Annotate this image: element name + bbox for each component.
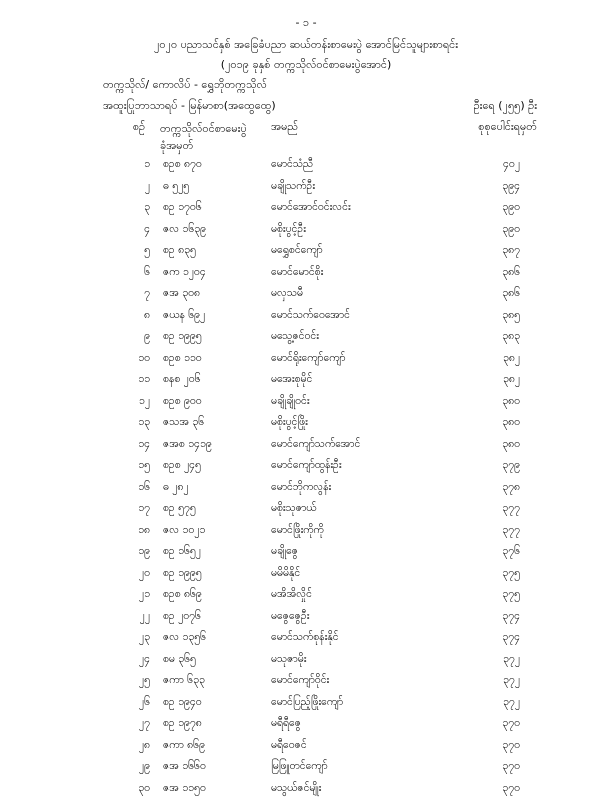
student-name: မောင်ရိုးကျော်ကျော် [271,348,345,370]
total-marks: ၃၇၇ [470,520,520,542]
student-name: မသွယ်ဇင်မျိုး [271,778,321,799]
total-marks: ၃၈၀ [470,391,520,413]
total-marks: ၃၉၀ [470,219,520,241]
total-marks: ၃၈၀ [470,434,520,456]
total-marks: ၃၇၆ [470,541,520,563]
table-row [0,649,612,671]
student-name: မောင်သက်ဝေအောင် [271,305,350,327]
row-number: ၂၈ [122,735,150,757]
total-marks: ၃၇၄ [470,606,520,628]
column-header-no: စဉ် [128,120,150,136]
student-name: မချိုဇွေ [271,541,298,563]
roll-number: ဇကာ ၈၆၉ [163,735,205,757]
table-row [0,434,612,456]
table-row [0,584,612,606]
roll-number: စဥစ ၂၄၅ [163,455,201,477]
student-name: မရီရီဇွေ [271,713,301,735]
row-number: ၂၃ [122,627,150,649]
document-subtitle: (၂၀၁၉ ခုနှစ် တက္ကသိုလ်ဝင်စာမေးပွဲအောင်) [0,58,612,74]
roll-number: ဇလ ၁၃၅၆ [163,627,206,649]
document-title: ၂၀၂၀ ပညာသင်နှစ် အခြေခံပညာ ဆယ်တန်းစာမေးပွဲ အောင်မြင်သူများစာရင်း [0,38,612,54]
student-name: မောင်ဘိုကလွန်း [271,477,331,499]
roll-number: ဓ ၂၈၂ [163,477,189,499]
row-number: ၃၀ [122,778,150,799]
roll-number: စဥ ၁၇၀၆ [163,197,202,219]
roll-number: စဥစ ၁၁၀ [163,348,202,370]
row-number: ၃ [122,197,150,219]
total-marks: ၄၀၂ [470,154,520,176]
roll-number: စဥစ ၉၀၀ [163,391,202,413]
total-marks: ၃၇၀ [470,778,520,799]
student-name: မရွှေစင်ကျော် [271,240,323,262]
student-name: မမိမိနိုင် [271,563,300,585]
total-count: ဦးရေ (၂၅၅) ဦး [474,99,537,115]
row-number: ၁၈ [122,520,150,542]
row-number: ၁၄ [122,434,150,456]
table-row [0,197,612,219]
total-marks: ၃၇၅ [470,584,520,606]
row-number: ၄ [122,219,150,241]
total-marks: ၃၇၇ [470,498,520,520]
table-row [0,283,612,305]
table-row [0,627,612,649]
table-row [0,262,612,284]
table-row [0,219,612,241]
table-row [0,369,612,391]
row-number: ၁၅ [122,455,150,477]
total-marks: ၃၈၅ [470,305,520,327]
total-marks: ၃၇၀ [470,713,520,735]
row-number: ၂၂ [122,606,150,628]
row-number: ၂၁ [122,584,150,606]
roll-number: ဇကာ ၆၃၃ [163,670,205,692]
roll-number: ဇလ ၁၆၃၉ [163,219,206,241]
row-number: ၂၉ [122,756,150,778]
university-line: တက္ကသိုလ်/ ကောလိပ် - ရွှေဘိုတက္ကသိုလ် [103,78,267,94]
total-marks: ၃၇၈ [470,477,520,499]
student-name: မစိုးပွင့်ဦး [271,219,306,241]
row-number: ၂၇ [122,713,150,735]
total-marks: ၃၈၆ [470,283,520,305]
table-row [0,477,612,499]
roll-number: စဥ ၁၉၉၅ [163,326,202,348]
table-row [0,520,612,542]
student-name: မသုဇာမိုး [271,649,306,671]
table-row [0,756,612,778]
column-header-marks: စုစုပေါင်းရမှတ် [478,120,537,136]
roll-number: ဇသအ ၃၆ [163,412,204,434]
total-marks: ၃၇၀ [470,756,520,778]
student-name: မဇွေဇွေဦး [271,606,309,628]
student-name: မောင်ကျော်ထွန်းဦး [271,455,342,477]
roll-number: ဇအ ၁၁၅၀ [163,778,206,799]
results-table [0,154,612,799]
row-number: ၆ [122,262,150,284]
total-marks: ၃၈၂ [470,348,520,370]
row-number: ၂၄ [122,649,150,671]
total-marks: ၃၇၂ [470,649,520,671]
total-marks: ၃၇၉ [470,455,520,477]
student-name: မစိုးသုဇာယ် [271,498,316,520]
student-name: မချိုသက်ဦး [271,176,315,198]
total-marks: ၃၉၄ [470,176,520,198]
row-number: ၈ [122,305,150,327]
roll-number: စဥ ၁၆၅၂ [163,541,201,563]
student-name: မသွေ့ဇင်ဝင်း [271,326,319,348]
table-row [0,692,612,714]
total-marks: ၃၈၆ [470,262,520,284]
row-number: ၁၃ [122,412,150,434]
roll-number: စဥ ၈၃၅ [163,240,196,262]
table-row [0,412,612,434]
total-marks: ၃၈၇ [470,240,520,262]
roll-number: ဇယန ၆၉၂ [163,305,205,327]
row-number: ၇ [122,283,150,305]
roll-number: ဇအစ ၁၄၁၉ [163,434,212,456]
column-header-name: အမည် [271,120,298,136]
table-row [0,563,612,585]
table-row [0,348,612,370]
row-number: ၁၀ [122,348,150,370]
table-row [0,455,612,477]
student-name: မောင်သက်စုန်းနိုင် [271,627,339,649]
table-row [0,606,612,628]
roll-number: စဥ ၁၉၉၅ [163,563,202,585]
student-name: မောင်ပြည့်ဖြိုးကျော် [271,692,343,714]
total-marks: ၃၇၂ [470,692,520,714]
table-row [0,713,612,735]
roll-number: စဥစ ၈၇၀ [163,154,202,176]
student-name: မောင်အောင်ဝင်းလင်း [271,197,351,219]
total-marks: ၃၇၄ [470,627,520,649]
total-marks: ၃၈၃ [470,326,520,348]
student-name: မအေးစုမိုင် [271,369,312,391]
roll-number: စနစ ၂၀၆ [163,369,201,391]
roll-number: စဥစ ၈၆၉ [163,584,202,606]
row-number: ၂၆ [122,692,150,714]
row-number: ၁၁ [122,369,150,391]
table-row [0,735,612,757]
page-number: - ၁ - [0,16,612,32]
roll-number: စဥ ၁၉၇၈ [163,713,202,735]
row-number: ၁၂ [122,391,150,413]
roll-number: စမ ၃၆၅ [163,649,196,671]
student-name: မောင်မောင်စိုး [271,262,323,284]
table-row [0,176,612,198]
column-header-roll: တက္ကသိုလ်ဝင်စာမေးပွဲ ခုံအမှတ် [160,120,256,154]
roll-number: ဓ ၅၂၅ [163,176,189,198]
student-name: မောင်ဖြိုးကိုကို [271,520,324,542]
table-row [0,541,612,563]
student-name: မချိုချိုဝင်း [271,391,310,413]
row-number: ၁၇ [122,498,150,520]
row-number: ၅ [122,240,150,262]
roll-number: ဇအ ၃၀၈ [163,283,200,305]
student-name: မအိအိလှိုင် [271,584,312,606]
student-name: မောင်ကျော်ဝိုင်း [271,670,329,692]
student-name: မြဖြူတင်ကျော် [271,756,328,778]
roll-number: ဇက ၁၂၀၄ [163,262,206,284]
student-name: မလှသမီ [271,283,303,305]
roll-number: ဇလ ၁၀၂၁ [163,520,205,542]
student-name: မောင်သံညီ [271,154,313,176]
total-marks: ၃၇၂ [470,670,520,692]
total-marks: ၃၈၂ [470,369,520,391]
row-number: ၁၉ [122,541,150,563]
student-name: မရီဝေဇင် [271,735,307,757]
student-name: မစိုးပွင့်ဖြိုး [271,412,308,434]
roll-number: စဥ ၂၀၇၆ [163,606,201,628]
row-number: ၂၀ [122,563,150,585]
total-marks: ၃၉၀ [470,197,520,219]
row-number: ၁၆ [122,477,150,499]
table-row [0,391,612,413]
total-marks: ၃၈၀ [470,412,520,434]
table-row [0,326,612,348]
table-row [0,670,612,692]
row-number: ၂ [122,176,150,198]
table-row [0,778,612,799]
roll-number: စဥ ၁၉၄၀ [163,692,202,714]
row-number: ၉ [122,326,150,348]
roll-number: ဇအ ၁၆၆၀ [163,756,206,778]
table-row [0,498,612,520]
row-number: ၁ [122,154,150,176]
row-number: ၂၅ [122,670,150,692]
roll-number: စဥ ၅၇၅ [163,498,196,520]
subject-line: အထူးပြုဘာသာရပ် - မြန်မာစာ(အထွေထွေ) [103,99,276,115]
table-row [0,154,612,176]
total-marks: ၃၇၅ [470,563,520,585]
total-marks: ၃၇၀ [470,735,520,757]
table-row [0,305,612,327]
table-row [0,240,612,262]
student-name: မောင်ကျော်သက်အောင် [271,434,360,456]
